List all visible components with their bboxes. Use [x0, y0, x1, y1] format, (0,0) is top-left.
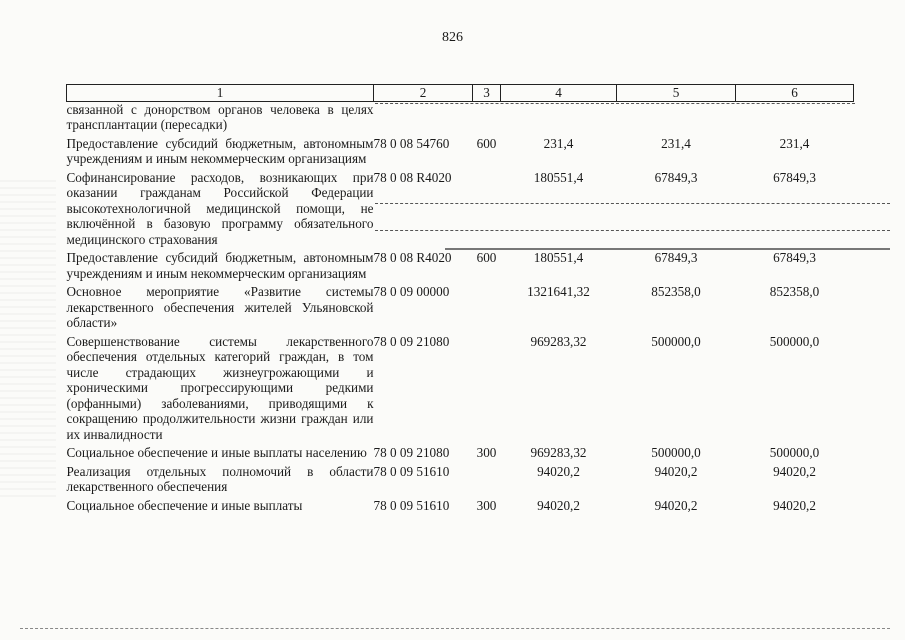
row-name: Социальное обеспечение и иные выплаты населению	[66, 445, 367, 460]
row-name: Основное мероприятие «Развитие системы лекарственного обеспечения жителей Ульяновской области»	[66, 284, 374, 330]
row-csr: 78 0 08 R4020	[373, 169, 452, 185]
row-vr	[473, 334, 501, 446]
row-vr: 300	[476, 497, 497, 513]
column-header-3: 3	[473, 85, 501, 102]
row-amount-3: 67849,3	[773, 250, 816, 265]
row-csr: 78 0 09 21080	[373, 333, 450, 349]
scan-dash-line	[375, 203, 890, 204]
row-csr: 78 0 09 51610	[373, 497, 450, 513]
scan-artifact	[0, 180, 56, 500]
row-name: Социальное обеспечение и иные выплаты	[66, 497, 303, 513]
table-row	[67, 136, 854, 170]
scan-bottom-line	[20, 628, 890, 629]
header-row	[67, 85, 854, 102]
row-vr	[473, 464, 501, 498]
row-csr: 78 0 09 00000	[373, 284, 450, 299]
row-name: Предоставление субсидий бюджетным, автономным учреждениям и иным некоммерческим организациям	[66, 135, 374, 166]
row-amount-1: 94020,2	[537, 463, 580, 479]
row-amount-1: 969283,32	[530, 445, 587, 460]
row-vr	[473, 284, 501, 334]
scan-dash-line	[445, 248, 890, 250]
table-row	[67, 284, 854, 334]
row-amount-2: 94020,2	[654, 497, 698, 513]
table-row	[67, 498, 854, 517]
scan-dash-line	[375, 230, 890, 231]
row-amount-1: 1321641,32	[527, 284, 590, 299]
table-row	[67, 250, 854, 284]
row-vr	[473, 170, 501, 251]
table-row	[67, 445, 854, 464]
row-amount-3: 852358,0	[769, 284, 820, 299]
row-name: Реализация отдельных полномочий в области лекарственного обеспечения	[66, 463, 374, 494]
row-amount-1: 180551,4	[533, 169, 584, 185]
row-amount-1	[501, 101, 617, 136]
row-csr: 78 0 09 21080	[373, 445, 450, 460]
row-amount-2	[617, 101, 736, 136]
row-amount-1: 231,4	[543, 135, 574, 151]
row-name: связанной с донорством органов человека в целях трансплантации (пересадки)	[66, 101, 374, 132]
row-name: Совершенствование системы лекарственного обеспечения отдельных категорий граждан, в том числе страдающих жизнеугрожающими и хроническими прогрессирующими редкими (орфанными) заболеваниями, приводящими к сокращению продолжительности жизни граждан или их инвалидности	[66, 333, 374, 442]
row-name: Предоставление субсидий бюджетным, автономным учреждениям и иным некоммерческим организациям	[66, 250, 374, 281]
table-row	[67, 464, 854, 498]
row-amount-1: 180551,4	[533, 250, 584, 265]
row-amount-3: 94020,2	[773, 497, 816, 513]
column-header-6: 6	[736, 85, 854, 102]
row-amount-3: 67849,3	[773, 169, 816, 185]
column-header-2: 2	[374, 85, 473, 102]
table-row	[67, 170, 854, 251]
budget-table	[66, 84, 854, 516]
row-amount-2: 852358,0	[651, 284, 701, 299]
row-amount-2: 67849,3	[654, 250, 698, 265]
table-row	[67, 334, 854, 446]
row-vr: 600	[476, 250, 497, 265]
row-csr: 78 0 09 51610	[373, 463, 450, 479]
row-amount-1: 94020,2	[537, 497, 580, 513]
row-amount-3: 500000,0	[769, 445, 820, 460]
row-amount-2: 94020,2	[654, 463, 698, 479]
row-amount-1: 969283,32	[530, 333, 587, 349]
scan-dash-line	[375, 103, 855, 104]
row-amount-2: 67849,3	[654, 169, 698, 185]
row-amount-3: 500000,0	[769, 333, 820, 349]
column-header-4: 4	[501, 85, 617, 102]
row-vr: 600	[476, 135, 497, 151]
table-row	[67, 101, 854, 136]
page-number: 826	[442, 30, 463, 45]
row-amount-2: 500000,0	[651, 445, 701, 460]
row-amount-3	[736, 101, 854, 136]
row-csr: 78 0 08 R4020	[373, 250, 452, 265]
row-amount-3: 94020,2	[773, 463, 816, 479]
row-name: Софинансирование расходов, возникающих при оказании гражданам Российской Федерации высокотехнологичной медицинской помощи, не включённой в базовую программу обязательного медицинского страхования	[66, 169, 374, 247]
row-csr: 78 0 08 54760	[373, 135, 450, 151]
row-amount-2: 231,4	[661, 135, 691, 151]
row-csr	[374, 101, 473, 136]
row-amount-3: 231,4	[779, 135, 810, 151]
row-amount-2: 500000,0	[651, 333, 701, 349]
row-vr	[473, 101, 501, 136]
column-header-1: 1	[67, 85, 374, 102]
column-header-5: 5	[617, 85, 736, 102]
row-vr: 300	[476, 445, 497, 460]
